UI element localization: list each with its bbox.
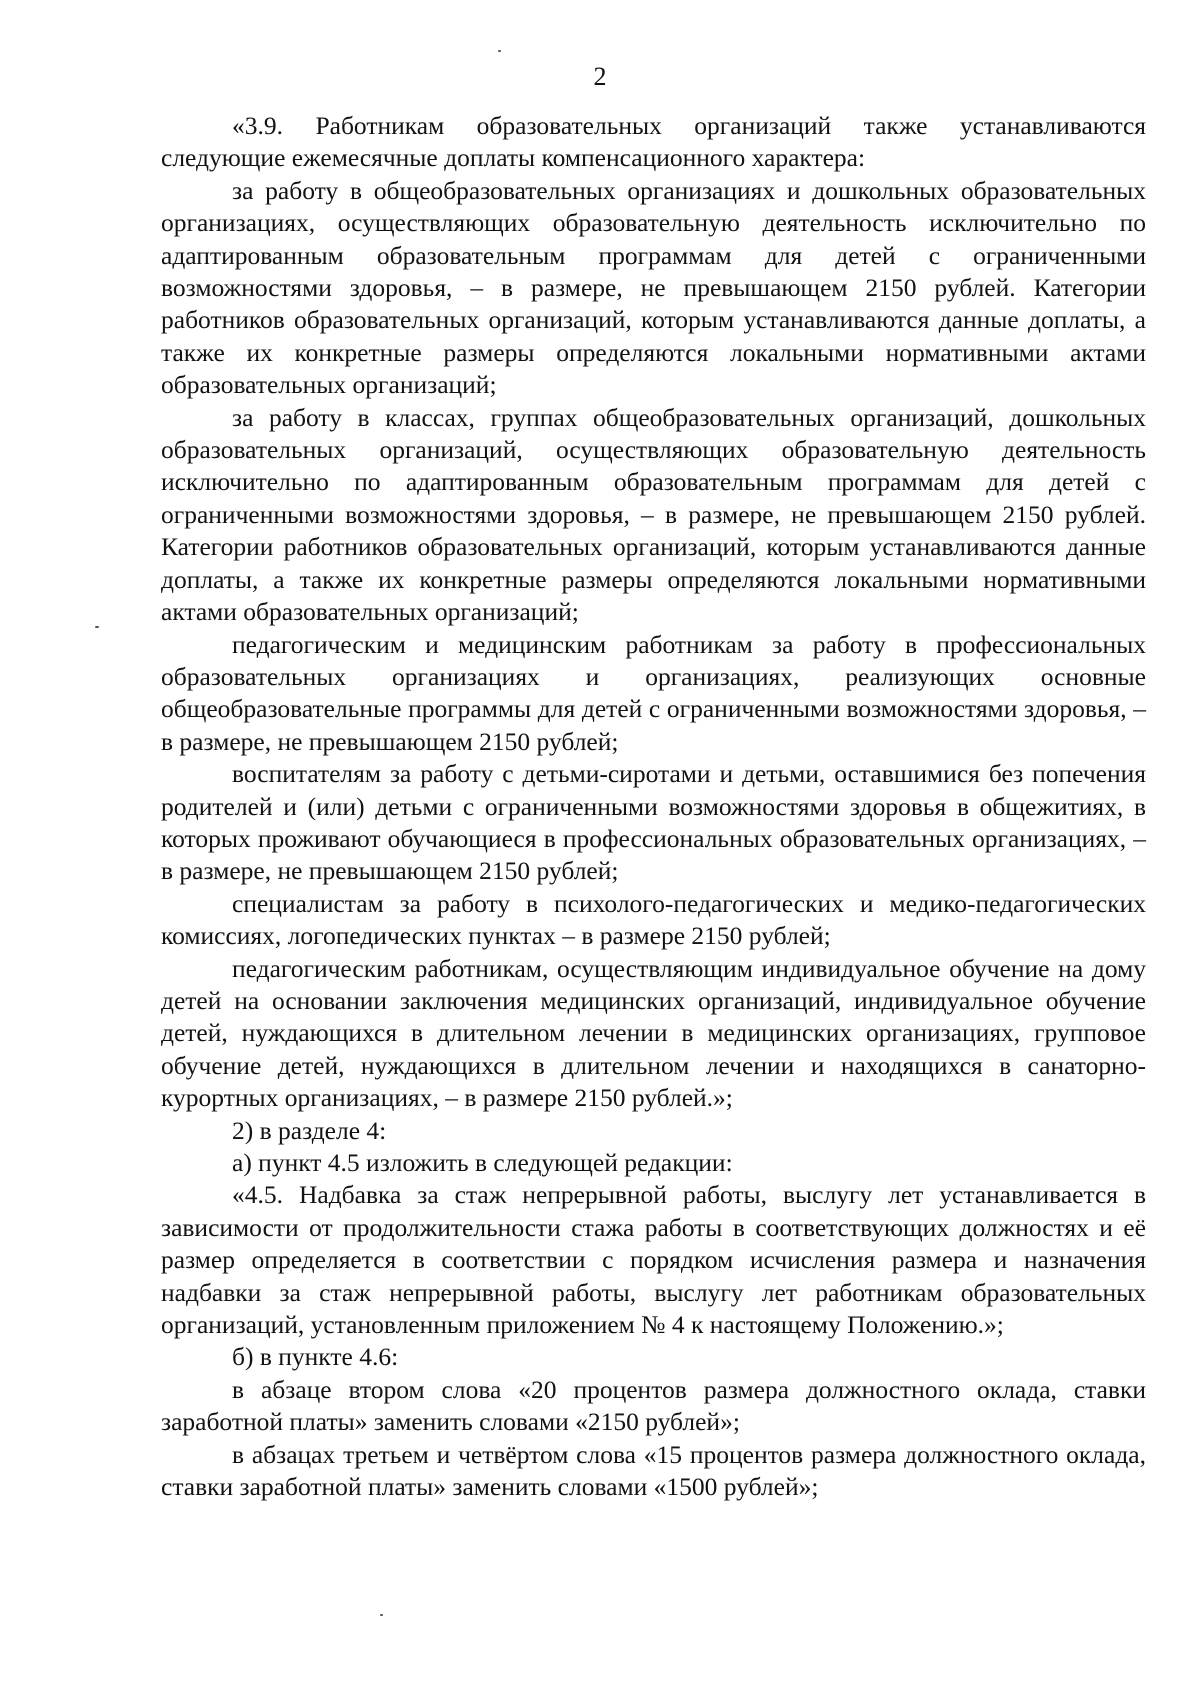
paragraph-section-4: 2) в разделе 4: [232, 1115, 387, 1145]
scan-speck [380, 1614, 383, 1616]
paragraph-professional-organizations: педагогическим и медицинским работникам за работу в профессиональных образовательных организациях и организациях, реализующих основные общеобразовательные программы для детей с ограниченными возможностями здоровья, – в размере, не превышающем 2150 рублей; [161, 629, 1146, 756]
scan-speck [95, 626, 99, 628]
paragraph-specialists-commissions: специалистам за работу в психолого-педагогических и медико-педагогических комиссиях, логопедических пунктах – в размере 2150 рублей; [161, 888, 1146, 951]
paragraph-adapted-classes: за работу в классах, группах общеобразовательных организаций, дошкольных образовательных организаций, осуществляющих образовательную деятельность исключительно по адаптированным образовательным программам для детей с ограниченными возможностями здоровья, – в размере, не превышающем 2150 рублей. Категории работников образовательных организаций, которым устанавливаются данные доплаты, а также их конкретные размеры определяются локальными нормативными актами образовательных организаций; [161, 402, 1146, 627]
paragraph-item-4-5-text: «4.5. Надбавка за стаж непрерывной работы, выслугу лет устанавливается в зависимости от продолжительности стажа работы в соответствующих должностях и её размер определяется в соответствии с порядком исчисления размера и назначения надбавки за стаж непрерывной работы, выслугу лет работникам образовательных организаций, установленным приложением № 4 к настоящему Положению.»; [161, 1180, 1146, 1340]
paragraph-educators-orphans: воспитателям за работу с детьми-сиротами и детьми, оставшимися без попечения родителей и (или) детьми с ограниченными возможностями здоровья в общежитиях, в которых проживают обучающиеся в профессиональных образовательных организациях, – в размере, не превышающем 2150 рублей; [161, 759, 1146, 886]
paragraph-second-abzats: в абзаце втором слова «20 процентов размера должностного оклада, ставки заработной платы» заменить словами «2150 рублей»; [161, 1374, 1146, 1437]
document-body [161, 110, 1146, 1503]
paragraph-third-fourth-abzats: в абзацах третьем и четвёртом слова «15 процентов размера должностного оклада, ставки заработной платы» заменить словами «1500 рублей»; [161, 1439, 1146, 1502]
paragraph-3-9-intro: «3.9. Работникам образовательных организаций также устанавливаются следующие ежемесячные доплаты компенсационного характера: [161, 111, 1146, 173]
paragraph-home-education: педагогическим работникам, осуществляющим индивидуальное обучение на дому детей на основании заключения медицинских организаций, индивидуальное обучение детей, нуждающихся в длительном лечении в медицинских организациях, групповое обучение детей, нуждающихся в длительном лечении и находящихся в санаторно-курортных организациях, – в размере 2150 рублей.»; [161, 953, 1146, 1113]
page-number: 2 [593, 62, 607, 91]
paragraph-item-4-6-intro: б) в пункте 4.6: [232, 1342, 399, 1372]
scan-speck [498, 50, 501, 52]
paragraph-item-4-5-intro: а) пункт 4.5 изложить в следующей редакции: [232, 1148, 733, 1177]
paragraph-adapted-organizations: за работу в общеобразовательных организациях и дошкольных образовательных организациях, осуществляющих образовательную деятельность исключительно по адаптированным образовательным программам для детей с ограниченными возможностями здоровья, – в размере, не превышающем 2150 рублей. Категории работников образовательных организаций, которым устанавливаются данные доплаты, а также их конкретные размеры определяются локальными нормативными актами образовательных организаций; [161, 175, 1146, 400]
